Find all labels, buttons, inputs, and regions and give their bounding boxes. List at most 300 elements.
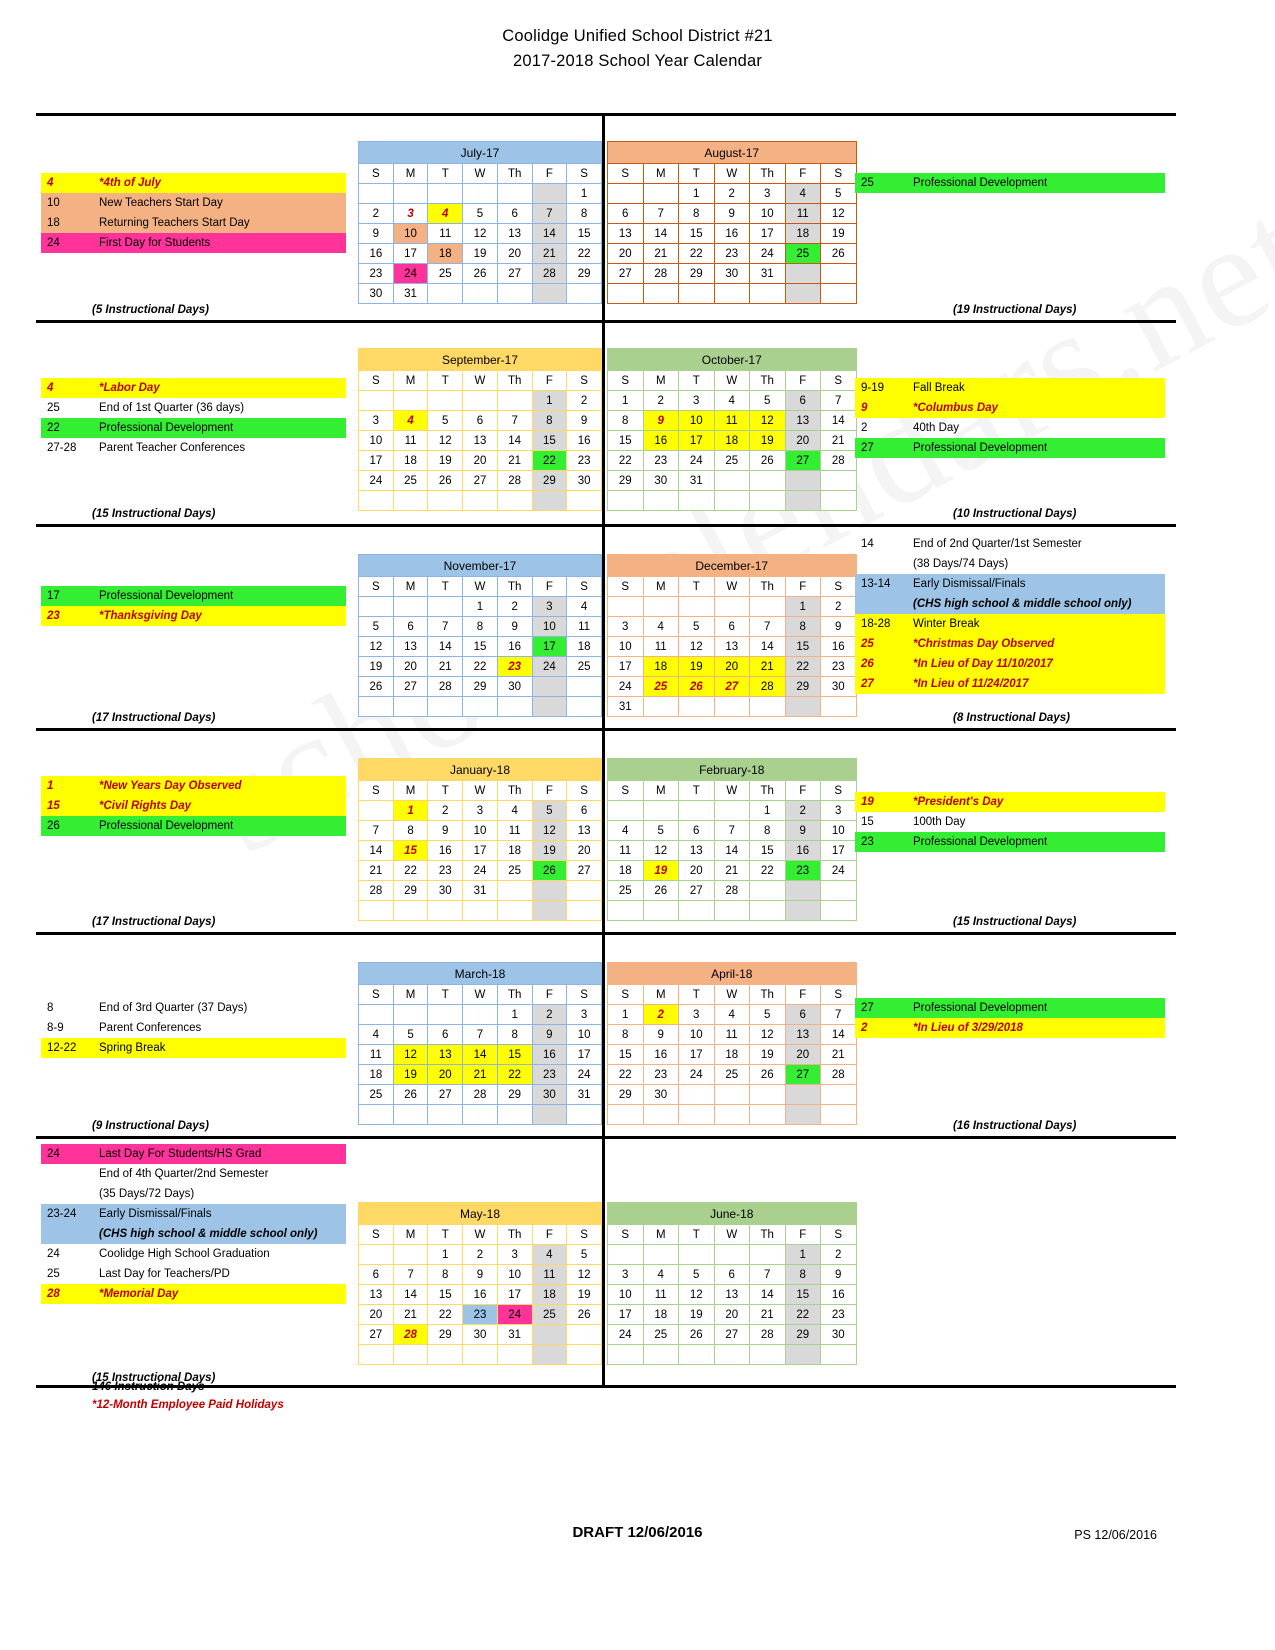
day-cell-january-21[interactable]: 21 — [359, 861, 394, 881]
day-cell-may-22[interactable]: 22 — [428, 1305, 463, 1325]
day-cell-may-14[interactable]: 14 — [393, 1285, 428, 1305]
day-cell-november-11[interactable]: 11 — [567, 617, 602, 637]
day-cell-march-28[interactable]: 28 — [463, 1085, 498, 1105]
day-cell-july-29[interactable]: 29 — [567, 264, 602, 284]
day-cell-october-15[interactable]: 15 — [608, 431, 644, 451]
day-cell-june-18[interactable]: 18 — [643, 1305, 679, 1325]
day-cell-may-29[interactable]: 29 — [428, 1325, 463, 1345]
day-cell-april-30[interactable]: 30 — [643, 1085, 679, 1105]
day-cell-june-21[interactable]: 21 — [750, 1305, 786, 1325]
day-cell-february-4[interactable]: 4 — [608, 821, 644, 841]
day-cell-august-20[interactable]: 20 — [608, 244, 644, 264]
day-cell-november-23[interactable]: 23 — [497, 657, 532, 677]
day-cell-september-11[interactable]: 11 — [393, 431, 428, 451]
day-cell-july-22[interactable]: 22 — [567, 244, 602, 264]
day-cell-june-23[interactable]: 23 — [821, 1305, 857, 1325]
day-cell-december-16[interactable]: 16 — [821, 637, 857, 657]
day-cell-december-8[interactable]: 8 — [785, 617, 821, 637]
day-cell-june-26[interactable]: 26 — [679, 1325, 715, 1345]
day-cell-february-18[interactable]: 18 — [608, 861, 644, 881]
day-cell-february-9[interactable]: 9 — [785, 821, 821, 841]
day-cell-july-23[interactable]: 23 — [359, 264, 394, 284]
day-cell-september-19[interactable]: 19 — [428, 451, 463, 471]
day-cell-february-28[interactable]: 28 — [714, 881, 750, 901]
day-cell-november-3[interactable]: 3 — [532, 597, 567, 617]
day-cell-january-24[interactable]: 24 — [463, 861, 498, 881]
day-cell-july-30[interactable]: 30 — [359, 284, 394, 304]
day-cell-may-1[interactable]: 1 — [428, 1245, 463, 1265]
day-cell-april-15[interactable]: 15 — [608, 1045, 644, 1065]
day-cell-may-25[interactable]: 25 — [532, 1305, 567, 1325]
day-cell-january-19[interactable]: 19 — [532, 841, 567, 861]
day-cell-january-26[interactable]: 26 — [532, 861, 567, 881]
day-cell-september-6[interactable]: 6 — [463, 411, 498, 431]
day-cell-july-9[interactable]: 9 — [359, 224, 394, 244]
day-cell-january-13[interactable]: 13 — [567, 821, 602, 841]
day-cell-january-11[interactable]: 11 — [497, 821, 532, 841]
day-cell-september-15[interactable]: 15 — [532, 431, 567, 451]
day-cell-march-22[interactable]: 22 — [497, 1065, 532, 1085]
day-cell-june-22[interactable]: 22 — [785, 1305, 821, 1325]
day-cell-april-17[interactable]: 17 — [679, 1045, 715, 1065]
day-cell-january-27[interactable]: 27 — [567, 861, 602, 881]
day-cell-march-26[interactable]: 26 — [393, 1085, 428, 1105]
day-cell-may-5[interactable]: 5 — [567, 1245, 602, 1265]
day-cell-july-10[interactable]: 10 — [393, 224, 428, 244]
day-cell-september-2[interactable]: 2 — [567, 391, 602, 411]
day-cell-october-14[interactable]: 14 — [821, 411, 857, 431]
day-cell-september-17[interactable]: 17 — [359, 451, 394, 471]
day-cell-july-6[interactable]: 6 — [497, 204, 532, 224]
day-cell-april-12[interactable]: 12 — [750, 1025, 786, 1045]
day-cell-december-26[interactable]: 26 — [679, 677, 715, 697]
day-cell-april-18[interactable]: 18 — [714, 1045, 750, 1065]
day-cell-january-30[interactable]: 30 — [428, 881, 463, 901]
day-cell-january-15[interactable]: 15 — [393, 841, 428, 861]
day-cell-august-29[interactable]: 29 — [679, 264, 715, 284]
day-cell-july-8[interactable]: 8 — [567, 204, 602, 224]
day-cell-august-7[interactable]: 7 — [643, 204, 679, 224]
day-cell-july-11[interactable]: 11 — [428, 224, 463, 244]
day-cell-march-8[interactable]: 8 — [497, 1025, 532, 1045]
day-cell-september-20[interactable]: 20 — [463, 451, 498, 471]
day-cell-june-17[interactable]: 17 — [608, 1305, 644, 1325]
day-cell-may-17[interactable]: 17 — [497, 1285, 532, 1305]
day-cell-july-28[interactable]: 28 — [532, 264, 567, 284]
day-cell-july-21[interactable]: 21 — [532, 244, 567, 264]
day-cell-october-11[interactable]: 11 — [714, 411, 750, 431]
day-cell-april-29[interactable]: 29 — [608, 1085, 644, 1105]
day-cell-december-21[interactable]: 21 — [750, 657, 786, 677]
day-cell-july-24[interactable]: 24 — [393, 264, 428, 284]
day-cell-august-2[interactable]: 2 — [714, 184, 750, 204]
day-cell-july-17[interactable]: 17 — [393, 244, 428, 264]
day-cell-august-23[interactable]: 23 — [714, 244, 750, 264]
day-cell-december-14[interactable]: 14 — [750, 637, 786, 657]
day-cell-january-12[interactable]: 12 — [532, 821, 567, 841]
day-cell-june-30[interactable]: 30 — [821, 1325, 857, 1345]
day-cell-june-16[interactable]: 16 — [821, 1285, 857, 1305]
day-cell-march-12[interactable]: 12 — [393, 1045, 428, 1065]
day-cell-april-16[interactable]: 16 — [643, 1045, 679, 1065]
day-cell-march-23[interactable]: 23 — [532, 1065, 567, 1085]
day-cell-august-4[interactable]: 4 — [785, 184, 821, 204]
day-cell-july-1[interactable]: 1 — [567, 184, 602, 204]
day-cell-may-21[interactable]: 21 — [393, 1305, 428, 1325]
day-cell-september-5[interactable]: 5 — [428, 411, 463, 431]
day-cell-november-20[interactable]: 20 — [393, 657, 428, 677]
day-cell-june-1[interactable]: 1 — [785, 1245, 821, 1265]
day-cell-november-6[interactable]: 6 — [393, 617, 428, 637]
day-cell-december-30[interactable]: 30 — [821, 677, 857, 697]
day-cell-march-25[interactable]: 25 — [359, 1085, 394, 1105]
day-cell-november-16[interactable]: 16 — [497, 637, 532, 657]
day-cell-may-23[interactable]: 23 — [463, 1305, 498, 1325]
day-cell-september-21[interactable]: 21 — [497, 451, 532, 471]
day-cell-september-8[interactable]: 8 — [532, 411, 567, 431]
day-cell-june-15[interactable]: 15 — [785, 1285, 821, 1305]
day-cell-january-25[interactable]: 25 — [497, 861, 532, 881]
day-cell-january-31[interactable]: 31 — [463, 881, 498, 901]
day-cell-april-9[interactable]: 9 — [643, 1025, 679, 1045]
day-cell-october-13[interactable]: 13 — [785, 411, 821, 431]
day-cell-february-25[interactable]: 25 — [608, 881, 644, 901]
day-cell-january-18[interactable]: 18 — [497, 841, 532, 861]
day-cell-september-22[interactable]: 22 — [532, 451, 567, 471]
day-cell-october-24[interactable]: 24 — [679, 451, 715, 471]
day-cell-july-4[interactable]: 4 — [428, 204, 463, 224]
day-cell-december-20[interactable]: 20 — [714, 657, 750, 677]
day-cell-july-2[interactable]: 2 — [359, 204, 394, 224]
day-cell-may-12[interactable]: 12 — [567, 1265, 602, 1285]
day-cell-october-29[interactable]: 29 — [608, 471, 644, 491]
day-cell-january-4[interactable]: 4 — [497, 801, 532, 821]
day-cell-june-12[interactable]: 12 — [679, 1285, 715, 1305]
day-cell-march-14[interactable]: 14 — [463, 1045, 498, 1065]
day-cell-june-11[interactable]: 11 — [643, 1285, 679, 1305]
day-cell-february-22[interactable]: 22 — [750, 861, 786, 881]
day-cell-february-12[interactable]: 12 — [643, 841, 679, 861]
day-cell-september-25[interactable]: 25 — [393, 471, 428, 491]
day-cell-february-17[interactable]: 17 — [821, 841, 857, 861]
day-cell-november-14[interactable]: 14 — [428, 637, 463, 657]
day-cell-february-23[interactable]: 23 — [785, 861, 821, 881]
day-cell-december-7[interactable]: 7 — [750, 617, 786, 637]
day-cell-november-1[interactable]: 1 — [463, 597, 498, 617]
day-cell-august-31[interactable]: 31 — [750, 264, 786, 284]
day-cell-february-19[interactable]: 19 — [643, 861, 679, 881]
day-cell-august-27[interactable]: 27 — [608, 264, 644, 284]
day-cell-january-10[interactable]: 10 — [463, 821, 498, 841]
day-cell-april-4[interactable]: 4 — [714, 1005, 750, 1025]
day-cell-september-7[interactable]: 7 — [497, 411, 532, 431]
day-cell-october-23[interactable]: 23 — [643, 451, 679, 471]
day-cell-april-26[interactable]: 26 — [750, 1065, 786, 1085]
day-cell-october-17[interactable]: 17 — [679, 431, 715, 451]
day-cell-october-1[interactable]: 1 — [608, 391, 644, 411]
day-cell-april-14[interactable]: 14 — [821, 1025, 857, 1045]
day-cell-may-28[interactable]: 28 — [393, 1325, 428, 1345]
day-cell-september-26[interactable]: 26 — [428, 471, 463, 491]
day-cell-december-3[interactable]: 3 — [608, 617, 644, 637]
day-cell-september-4[interactable]: 4 — [393, 411, 428, 431]
day-cell-october-31[interactable]: 31 — [679, 471, 715, 491]
day-cell-january-14[interactable]: 14 — [359, 841, 394, 861]
day-cell-november-12[interactable]: 12 — [359, 637, 394, 657]
day-cell-september-29[interactable]: 29 — [532, 471, 567, 491]
day-cell-march-10[interactable]: 10 — [567, 1025, 602, 1045]
day-cell-march-6[interactable]: 6 — [428, 1025, 463, 1045]
day-cell-april-23[interactable]: 23 — [643, 1065, 679, 1085]
day-cell-march-17[interactable]: 17 — [567, 1045, 602, 1065]
day-cell-july-12[interactable]: 12 — [463, 224, 498, 244]
day-cell-july-20[interactable]: 20 — [497, 244, 532, 264]
day-cell-may-15[interactable]: 15 — [428, 1285, 463, 1305]
day-cell-august-16[interactable]: 16 — [714, 224, 750, 244]
day-cell-february-20[interactable]: 20 — [679, 861, 715, 881]
day-cell-october-21[interactable]: 21 — [821, 431, 857, 451]
day-cell-august-15[interactable]: 15 — [679, 224, 715, 244]
day-cell-december-25[interactable]: 25 — [643, 677, 679, 697]
day-cell-october-30[interactable]: 30 — [643, 471, 679, 491]
day-cell-november-29[interactable]: 29 — [463, 677, 498, 697]
day-cell-september-27[interactable]: 27 — [463, 471, 498, 491]
day-cell-december-29[interactable]: 29 — [785, 677, 821, 697]
day-cell-september-1[interactable]: 1 — [532, 391, 567, 411]
day-cell-april-7[interactable]: 7 — [821, 1005, 857, 1025]
day-cell-april-3[interactable]: 3 — [679, 1005, 715, 1025]
day-cell-march-1[interactable]: 1 — [497, 1005, 532, 1025]
day-cell-february-2[interactable]: 2 — [785, 801, 821, 821]
day-cell-october-28[interactable]: 28 — [821, 451, 857, 471]
day-cell-january-7[interactable]: 7 — [359, 821, 394, 841]
day-cell-july-5[interactable]: 5 — [463, 204, 498, 224]
day-cell-june-19[interactable]: 19 — [679, 1305, 715, 1325]
day-cell-september-23[interactable]: 23 — [567, 451, 602, 471]
day-cell-april-6[interactable]: 6 — [785, 1005, 821, 1025]
day-cell-september-10[interactable]: 10 — [359, 431, 394, 451]
day-cell-august-17[interactable]: 17 — [750, 224, 786, 244]
day-cell-june-3[interactable]: 3 — [608, 1265, 644, 1285]
day-cell-june-7[interactable]: 7 — [750, 1265, 786, 1285]
day-cell-june-27[interactable]: 27 — [714, 1325, 750, 1345]
day-cell-december-4[interactable]: 4 — [643, 617, 679, 637]
day-cell-august-3[interactable]: 3 — [750, 184, 786, 204]
day-cell-april-21[interactable]: 21 — [821, 1045, 857, 1065]
day-cell-march-29[interactable]: 29 — [497, 1085, 532, 1105]
day-cell-november-8[interactable]: 8 — [463, 617, 498, 637]
day-cell-january-8[interactable]: 8 — [393, 821, 428, 841]
day-cell-april-24[interactable]: 24 — [679, 1065, 715, 1085]
day-cell-august-19[interactable]: 19 — [821, 224, 857, 244]
day-cell-february-5[interactable]: 5 — [643, 821, 679, 841]
day-cell-june-4[interactable]: 4 — [643, 1265, 679, 1285]
day-cell-october-22[interactable]: 22 — [608, 451, 644, 471]
day-cell-january-28[interactable]: 28 — [359, 881, 394, 901]
day-cell-february-24[interactable]: 24 — [821, 861, 857, 881]
day-cell-november-13[interactable]: 13 — [393, 637, 428, 657]
day-cell-may-9[interactable]: 9 — [463, 1265, 498, 1285]
day-cell-august-21[interactable]: 21 — [643, 244, 679, 264]
day-cell-july-13[interactable]: 13 — [497, 224, 532, 244]
day-cell-november-9[interactable]: 9 — [497, 617, 532, 637]
day-cell-june-25[interactable]: 25 — [643, 1325, 679, 1345]
day-cell-september-3[interactable]: 3 — [359, 411, 394, 431]
day-cell-january-5[interactable]: 5 — [532, 801, 567, 821]
day-cell-february-10[interactable]: 10 — [821, 821, 857, 841]
day-cell-july-16[interactable]: 16 — [359, 244, 394, 264]
day-cell-october-18[interactable]: 18 — [714, 431, 750, 451]
day-cell-march-31[interactable]: 31 — [567, 1085, 602, 1105]
day-cell-july-31[interactable]: 31 — [393, 284, 428, 304]
day-cell-august-6[interactable]: 6 — [608, 204, 644, 224]
day-cell-february-6[interactable]: 6 — [679, 821, 715, 841]
day-cell-august-18[interactable]: 18 — [785, 224, 821, 244]
day-cell-november-27[interactable]: 27 — [393, 677, 428, 697]
day-cell-december-9[interactable]: 9 — [821, 617, 857, 637]
day-cell-april-2[interactable]: 2 — [643, 1005, 679, 1025]
day-cell-november-7[interactable]: 7 — [428, 617, 463, 637]
day-cell-july-7[interactable]: 7 — [532, 204, 567, 224]
day-cell-june-6[interactable]: 6 — [714, 1265, 750, 1285]
day-cell-september-18[interactable]: 18 — [393, 451, 428, 471]
day-cell-february-27[interactable]: 27 — [679, 881, 715, 901]
day-cell-august-30[interactable]: 30 — [714, 264, 750, 284]
day-cell-august-5[interactable]: 5 — [821, 184, 857, 204]
day-cell-june-2[interactable]: 2 — [821, 1245, 857, 1265]
day-cell-march-3[interactable]: 3 — [567, 1005, 602, 1025]
day-cell-december-6[interactable]: 6 — [714, 617, 750, 637]
day-cell-august-11[interactable]: 11 — [785, 204, 821, 224]
day-cell-november-4[interactable]: 4 — [567, 597, 602, 617]
day-cell-november-26[interactable]: 26 — [359, 677, 394, 697]
day-cell-february-7[interactable]: 7 — [714, 821, 750, 841]
day-cell-april-5[interactable]: 5 — [750, 1005, 786, 1025]
day-cell-september-13[interactable]: 13 — [463, 431, 498, 451]
day-cell-july-14[interactable]: 14 — [532, 224, 567, 244]
day-cell-november-2[interactable]: 2 — [497, 597, 532, 617]
day-cell-april-25[interactable]: 25 — [714, 1065, 750, 1085]
day-cell-november-17[interactable]: 17 — [532, 637, 567, 657]
day-cell-february-21[interactable]: 21 — [714, 861, 750, 881]
day-cell-august-9[interactable]: 9 — [714, 204, 750, 224]
day-cell-march-13[interactable]: 13 — [428, 1045, 463, 1065]
day-cell-october-25[interactable]: 25 — [714, 451, 750, 471]
day-cell-september-12[interactable]: 12 — [428, 431, 463, 451]
day-cell-october-7[interactable]: 7 — [821, 391, 857, 411]
day-cell-january-16[interactable]: 16 — [428, 841, 463, 861]
day-cell-may-19[interactable]: 19 — [567, 1285, 602, 1305]
day-cell-april-13[interactable]: 13 — [785, 1025, 821, 1045]
day-cell-may-31[interactable]: 31 — [497, 1325, 532, 1345]
day-cell-october-5[interactable]: 5 — [750, 391, 786, 411]
day-cell-october-10[interactable]: 10 — [679, 411, 715, 431]
day-cell-april-22[interactable]: 22 — [608, 1065, 644, 1085]
day-cell-march-11[interactable]: 11 — [359, 1045, 394, 1065]
day-cell-march-15[interactable]: 15 — [497, 1045, 532, 1065]
day-cell-april-20[interactable]: 20 — [785, 1045, 821, 1065]
day-cell-august-22[interactable]: 22 — [679, 244, 715, 264]
day-cell-december-24[interactable]: 24 — [608, 677, 644, 697]
day-cell-february-11[interactable]: 11 — [608, 841, 644, 861]
day-cell-may-13[interactable]: 13 — [359, 1285, 394, 1305]
day-cell-november-25[interactable]: 25 — [567, 657, 602, 677]
day-cell-march-30[interactable]: 30 — [532, 1085, 567, 1105]
day-cell-may-10[interactable]: 10 — [497, 1265, 532, 1285]
day-cell-may-8[interactable]: 8 — [428, 1265, 463, 1285]
day-cell-july-25[interactable]: 25 — [428, 264, 463, 284]
day-cell-august-1[interactable]: 1 — [679, 184, 715, 204]
day-cell-november-19[interactable]: 19 — [359, 657, 394, 677]
day-cell-september-24[interactable]: 24 — [359, 471, 394, 491]
day-cell-october-3[interactable]: 3 — [679, 391, 715, 411]
day-cell-january-23[interactable]: 23 — [428, 861, 463, 881]
day-cell-may-2[interactable]: 2 — [463, 1245, 498, 1265]
day-cell-march-20[interactable]: 20 — [428, 1065, 463, 1085]
day-cell-july-26[interactable]: 26 — [463, 264, 498, 284]
day-cell-january-6[interactable]: 6 — [567, 801, 602, 821]
day-cell-january-9[interactable]: 9 — [428, 821, 463, 841]
day-cell-june-14[interactable]: 14 — [750, 1285, 786, 1305]
day-cell-march-19[interactable]: 19 — [393, 1065, 428, 1085]
day-cell-august-28[interactable]: 28 — [643, 264, 679, 284]
day-cell-october-9[interactable]: 9 — [643, 411, 679, 431]
day-cell-may-6[interactable]: 6 — [359, 1265, 394, 1285]
day-cell-march-9[interactable]: 9 — [532, 1025, 567, 1045]
day-cell-october-12[interactable]: 12 — [750, 411, 786, 431]
day-cell-may-4[interactable]: 4 — [532, 1245, 567, 1265]
day-cell-august-26[interactable]: 26 — [821, 244, 857, 264]
day-cell-july-3[interactable]: 3 — [393, 204, 428, 224]
day-cell-december-13[interactable]: 13 — [714, 637, 750, 657]
day-cell-january-17[interactable]: 17 — [463, 841, 498, 861]
day-cell-may-30[interactable]: 30 — [463, 1325, 498, 1345]
day-cell-april-28[interactable]: 28 — [821, 1065, 857, 1085]
day-cell-february-13[interactable]: 13 — [679, 841, 715, 861]
day-cell-december-31[interactable]: 31 — [608, 697, 644, 717]
day-cell-june-9[interactable]: 9 — [821, 1265, 857, 1285]
day-cell-april-8[interactable]: 8 — [608, 1025, 644, 1045]
day-cell-december-27[interactable]: 27 — [714, 677, 750, 697]
day-cell-june-29[interactable]: 29 — [785, 1325, 821, 1345]
day-cell-august-13[interactable]: 13 — [608, 224, 644, 244]
day-cell-november-15[interactable]: 15 — [463, 637, 498, 657]
day-cell-december-10[interactable]: 10 — [608, 637, 644, 657]
day-cell-november-30[interactable]: 30 — [497, 677, 532, 697]
day-cell-march-18[interactable]: 18 — [359, 1065, 394, 1085]
day-cell-august-25[interactable]: 25 — [785, 244, 821, 264]
day-cell-october-27[interactable]: 27 — [785, 451, 821, 471]
day-cell-may-18[interactable]: 18 — [532, 1285, 567, 1305]
day-cell-june-8[interactable]: 8 — [785, 1265, 821, 1285]
day-cell-april-11[interactable]: 11 — [714, 1025, 750, 1045]
day-cell-june-5[interactable]: 5 — [679, 1265, 715, 1285]
day-cell-december-15[interactable]: 15 — [785, 637, 821, 657]
day-cell-december-17[interactable]: 17 — [608, 657, 644, 677]
day-cell-july-15[interactable]: 15 — [567, 224, 602, 244]
day-cell-may-20[interactable]: 20 — [359, 1305, 394, 1325]
day-cell-april-19[interactable]: 19 — [750, 1045, 786, 1065]
day-cell-october-16[interactable]: 16 — [643, 431, 679, 451]
day-cell-february-26[interactable]: 26 — [643, 881, 679, 901]
day-cell-november-10[interactable]: 10 — [532, 617, 567, 637]
day-cell-december-12[interactable]: 12 — [679, 637, 715, 657]
day-cell-february-3[interactable]: 3 — [821, 801, 857, 821]
day-cell-december-5[interactable]: 5 — [679, 617, 715, 637]
day-cell-january-1[interactable]: 1 — [393, 801, 428, 821]
day-cell-august-24[interactable]: 24 — [750, 244, 786, 264]
day-cell-september-28[interactable]: 28 — [497, 471, 532, 491]
